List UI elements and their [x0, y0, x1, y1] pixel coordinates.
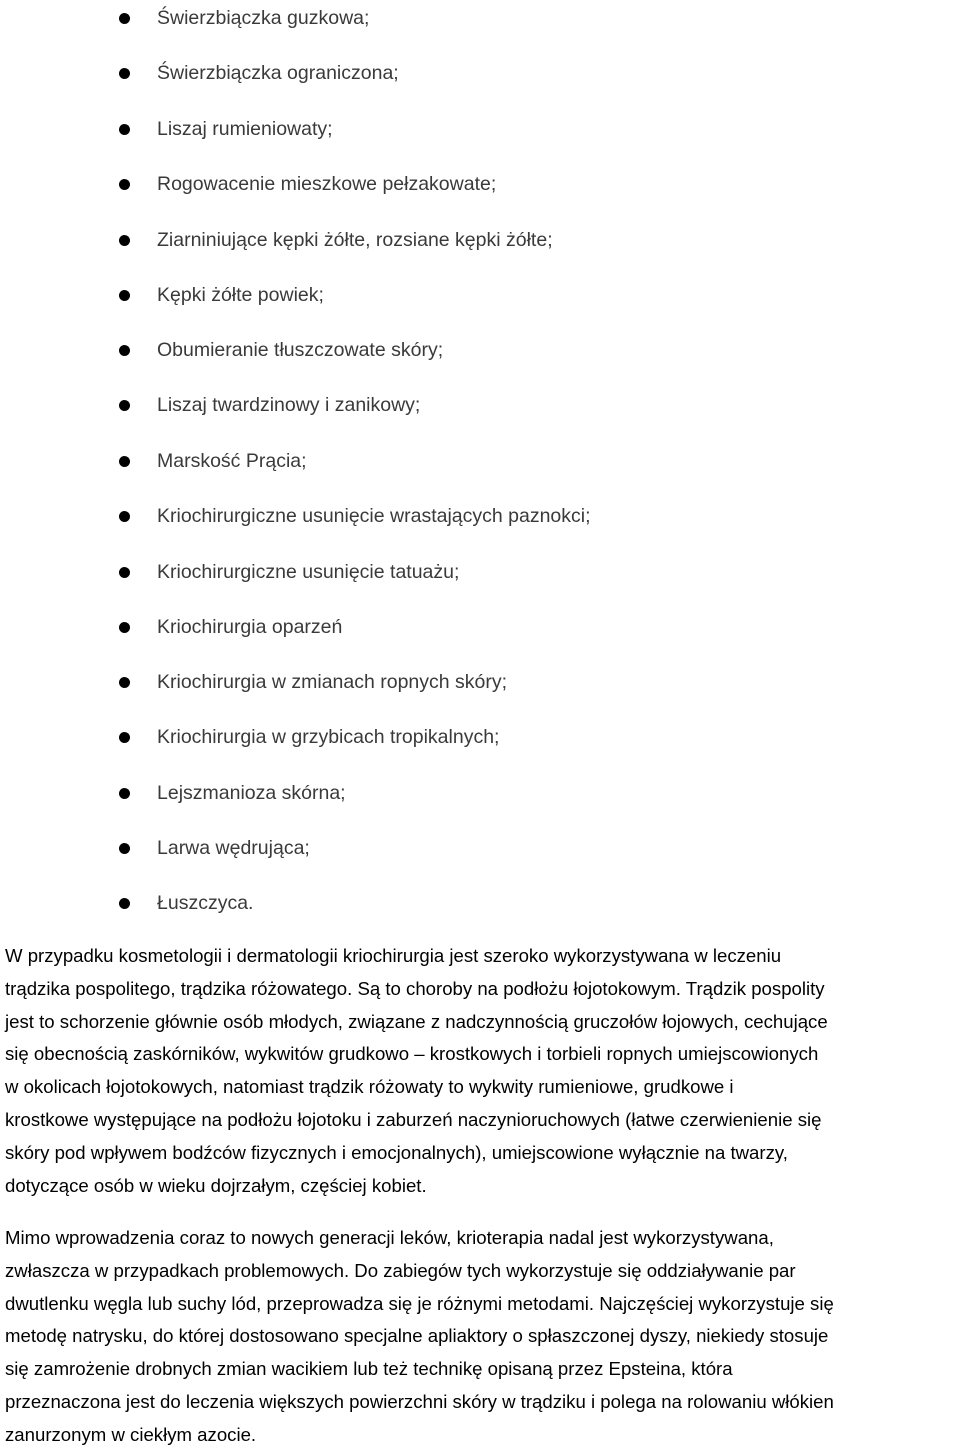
- paragraph-line: trądzika pospolitego, trądzika różowatego. Są to choroby na podłożu łojotokowym. Trądzik pospolity: [5, 977, 825, 999]
- list-item: [0, 446, 960, 476]
- paragraph-line: się obecnością zaskórników, wykwitów grudkowo – krostkowych i torbieli ropnych umiejscowionych: [5, 1043, 819, 1065]
- bullet-icon: [119, 511, 130, 522]
- list-item: [0, 722, 960, 752]
- paragraph-line: zanurzonym w ciekłym azocie.: [5, 1423, 257, 1445]
- paragraph-line: w okolicach łojotokowych, natomiast trądzik różowaty to wykwity rumieniowe, grudkowe i: [5, 1076, 734, 1098]
- bullet-icon: [119, 456, 130, 467]
- list-item: [0, 667, 960, 697]
- list-item-text: Lejszmanioza skórna;: [157, 782, 346, 804]
- bullet-icon: [119, 179, 130, 190]
- list-item: [0, 225, 960, 255]
- list-item: [0, 612, 960, 642]
- paragraph-line: przeznaczona jest do leczenia większych powierzchni skóry w trądziku i polega na rolowaniu włókien: [5, 1390, 834, 1412]
- list-item-text: Kriochirurgia w zmianach ropnych skóry;: [157, 671, 508, 693]
- list-item-text: Kriochirurgia w grzybicach tropikalnych;: [157, 726, 500, 748]
- list-item: [0, 390, 960, 420]
- list-item-text: Liszaj twardzinowy i zanikowy;: [157, 394, 421, 416]
- list-item-text: Ziarniniujące kępki żółte, rozsiane kępki żółte;: [157, 229, 553, 251]
- list-item-text: Łuszczyca.: [157, 892, 254, 914]
- list-item: [0, 58, 960, 88]
- list-item: [0, 3, 960, 33]
- list-item: [0, 335, 960, 365]
- list-item-text: Larwa wędrująca;: [157, 837, 310, 859]
- paragraph-line: Mimo wprowadzenia coraz to nowych generacji leków, krioterapia nadal jest wykorzystywana,: [5, 1227, 774, 1248]
- paragraph-line: krostkowe występujące na podłożu łojotoku i zaburzeń naczynioruchowych (łatwe czerwienienie się: [5, 1108, 822, 1130]
- bullet-icon: [119, 732, 130, 743]
- list-item-text: Kriochirurgia oparzeń: [157, 616, 343, 638]
- bullet-icon: [119, 235, 130, 246]
- bullet-icon: [119, 898, 130, 909]
- bullet-icon: [119, 400, 130, 411]
- bullet-icon: [119, 677, 130, 688]
- paragraph-line: skóry pod wpływem bodźców fizycznych i emocjonalnych), umiejscowione wyłącznie na twarzy,: [5, 1141, 788, 1163]
- list-item: [0, 778, 960, 808]
- paragraph-cryotherapy-methods: [5, 1222, 960, 1452]
- list-item-text: Świerzbiączka ograniczona;: [157, 62, 399, 84]
- paragraph-line: jest to schorzenie głównie osób młodych, związane z nadczynnością gruczołów łojowych, cechujące: [5, 1010, 828, 1032]
- bullet-icon: [119, 13, 130, 24]
- bullet-icon: [119, 345, 130, 356]
- bullet-icon: [119, 788, 130, 799]
- list-item-text: Obumieranie tłuszczowate skóry;: [157, 339, 444, 361]
- paragraph-line: dotyczące osób w wieku dojrzałym, częściej kobiet.: [5, 1174, 427, 1196]
- list-item: [0, 501, 960, 531]
- paragraph-acne-treatment: [5, 940, 960, 1202]
- paragraph-line: W przypadku kosmetologii i dermatologii kriochirurgia jest szeroko wykorzystywana w leczeniu: [5, 945, 782, 966]
- list-item: [0, 114, 960, 144]
- list-item: [0, 833, 960, 863]
- paragraph-line: zwłaszcza w przypadkach problemowych. Do zabiegów tych wykorzystuje się oddziaływanie par: [5, 1259, 796, 1281]
- list-item-text: Kriochirurgiczne usunięcie tatuażu;: [157, 561, 460, 583]
- paragraph-line: metodę natrysku, do której dostosowano specjalne apliaktory o spłaszczonej dyszy, niekiedy stosuje: [5, 1325, 829, 1347]
- bullet-icon: [119, 124, 130, 135]
- bullet-icon: [119, 843, 130, 854]
- bullet-icon: [119, 68, 130, 79]
- list-item: [0, 888, 960, 918]
- list-item: [0, 169, 960, 199]
- list-item-text: Kępki żółte powiek;: [157, 284, 324, 306]
- bullet-icon: [119, 622, 130, 633]
- bullet-icon: [119, 567, 130, 578]
- list-item-text: Kriochirurgiczne usunięcie wrastających paznokci;: [157, 505, 591, 527]
- list-item-text: Liszaj rumieniowaty;: [157, 118, 333, 140]
- paragraph-line: się zamrożenie drobnych zmian wacikiem lub też technikę opisaną przez Epsteina, która: [5, 1358, 733, 1380]
- list-item: [0, 557, 960, 587]
- paragraph-line: dwutlenku węgla lub suchy lód, przeprowadza się je różnymi metodami. Najczęściej wykorzystuje się: [5, 1292, 834, 1314]
- list-item-text: Świerzbiączka guzkowa;: [157, 7, 370, 29]
- list-item: [0, 280, 960, 310]
- bullet-icon: [119, 290, 130, 301]
- list-item-text: Rogowacenie mieszkowe pełzakowate;: [157, 173, 497, 195]
- list-item-text: Marskość Prącia;: [157, 450, 307, 472]
